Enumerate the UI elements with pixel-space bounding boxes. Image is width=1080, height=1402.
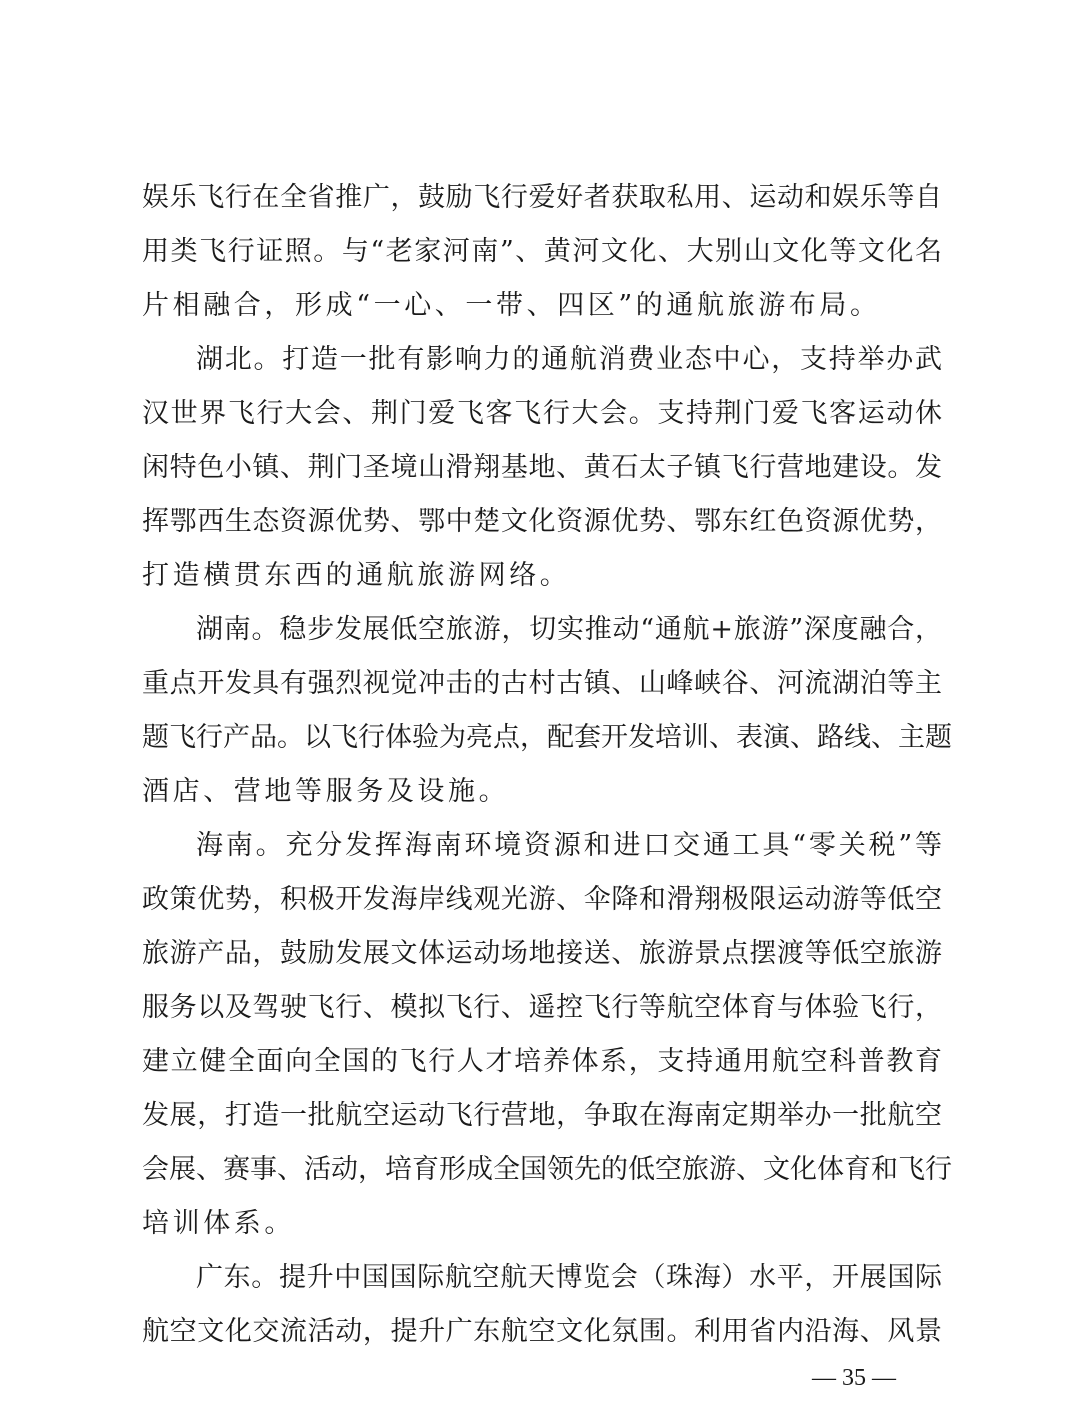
text-line: 旅游产品，鼓励发展文体运动场地接送、旅游景点摆渡等低空旅游 xyxy=(142,938,942,969)
text-line: 片相融合，形成“一心、一带、四区”的通航旅游布局。 xyxy=(142,290,881,321)
paragraph-hainan-first-line: 海南。充分发挥海南环境资源和进口交通工具“零关税”等 xyxy=(196,830,942,861)
text-line: 培训体系。 xyxy=(142,1208,295,1239)
text-line: 打造横贯东西的通航旅游网络。 xyxy=(142,560,571,591)
text-line: 汉世界飞行大会、荆门爱飞客飞行大会。支持荆门爱飞客运动休 xyxy=(142,398,942,429)
page-number: — 35 — xyxy=(812,1365,896,1391)
text-line: 娱乐飞行在全省推广，鼓励飞行爱好者获取私用、运动和娱乐等自 xyxy=(142,182,942,213)
text-line: 用类飞行证照。与“老家河南”、黄河文化、大别山文化等文化名 xyxy=(142,236,942,267)
paragraph-hubei-first-line: 湖北。打造一批有影响力的通航消费业态中心，支持举办武 xyxy=(196,344,942,375)
text-line: 发展，打造一批航空运动飞行营地，争取在海南定期举办一批航空 xyxy=(142,1100,942,1131)
text-line: 服务以及驾驶飞行、模拟飞行、遥控飞行等航空体育与体验飞行， xyxy=(142,992,942,1023)
paragraph-guangdong-first-line: 广东。提升中国国际航空航天博览会（珠海）水平，开展国际 xyxy=(196,1262,942,1293)
text-line: 闲特色小镇、荆门圣境山滑翔基地、黄石太子镇飞行营地建设。发 xyxy=(142,452,942,483)
text-line: 酒店、营地等服务及设施。 xyxy=(142,776,510,807)
text-line: 航空文化交流活动，提升广东航空文化氛围。利用省内沿海、风景 xyxy=(142,1316,942,1347)
paragraph-hunan-first-line: 湖南。稳步发展低空旅游，切实推动“通航+旅游”深度融合， xyxy=(196,614,942,645)
text-line: 政策优势，积极开发海岸线观光游、伞降和滑翔极限运动游等低空 xyxy=(142,884,942,915)
text-line: 会展、赛事、活动，培育形成全国领先的低空旅游、文化体育和飞行 xyxy=(142,1154,952,1185)
text-line: 挥鄂西生态资源优势、鄂中楚文化资源优势、鄂东红色资源优势， xyxy=(142,506,942,537)
text-line: 建立健全面向全国的飞行人才培养体系，支持通用航空科普教育 xyxy=(142,1046,942,1077)
text-line: 题飞行产品。以飞行体验为亮点，配套开发培训、表演、路线、主题 xyxy=(142,722,952,753)
text-line: 重点开发具有强烈视觉冲击的古村古镇、山峰峡谷、河流湖泊等主 xyxy=(142,668,942,699)
